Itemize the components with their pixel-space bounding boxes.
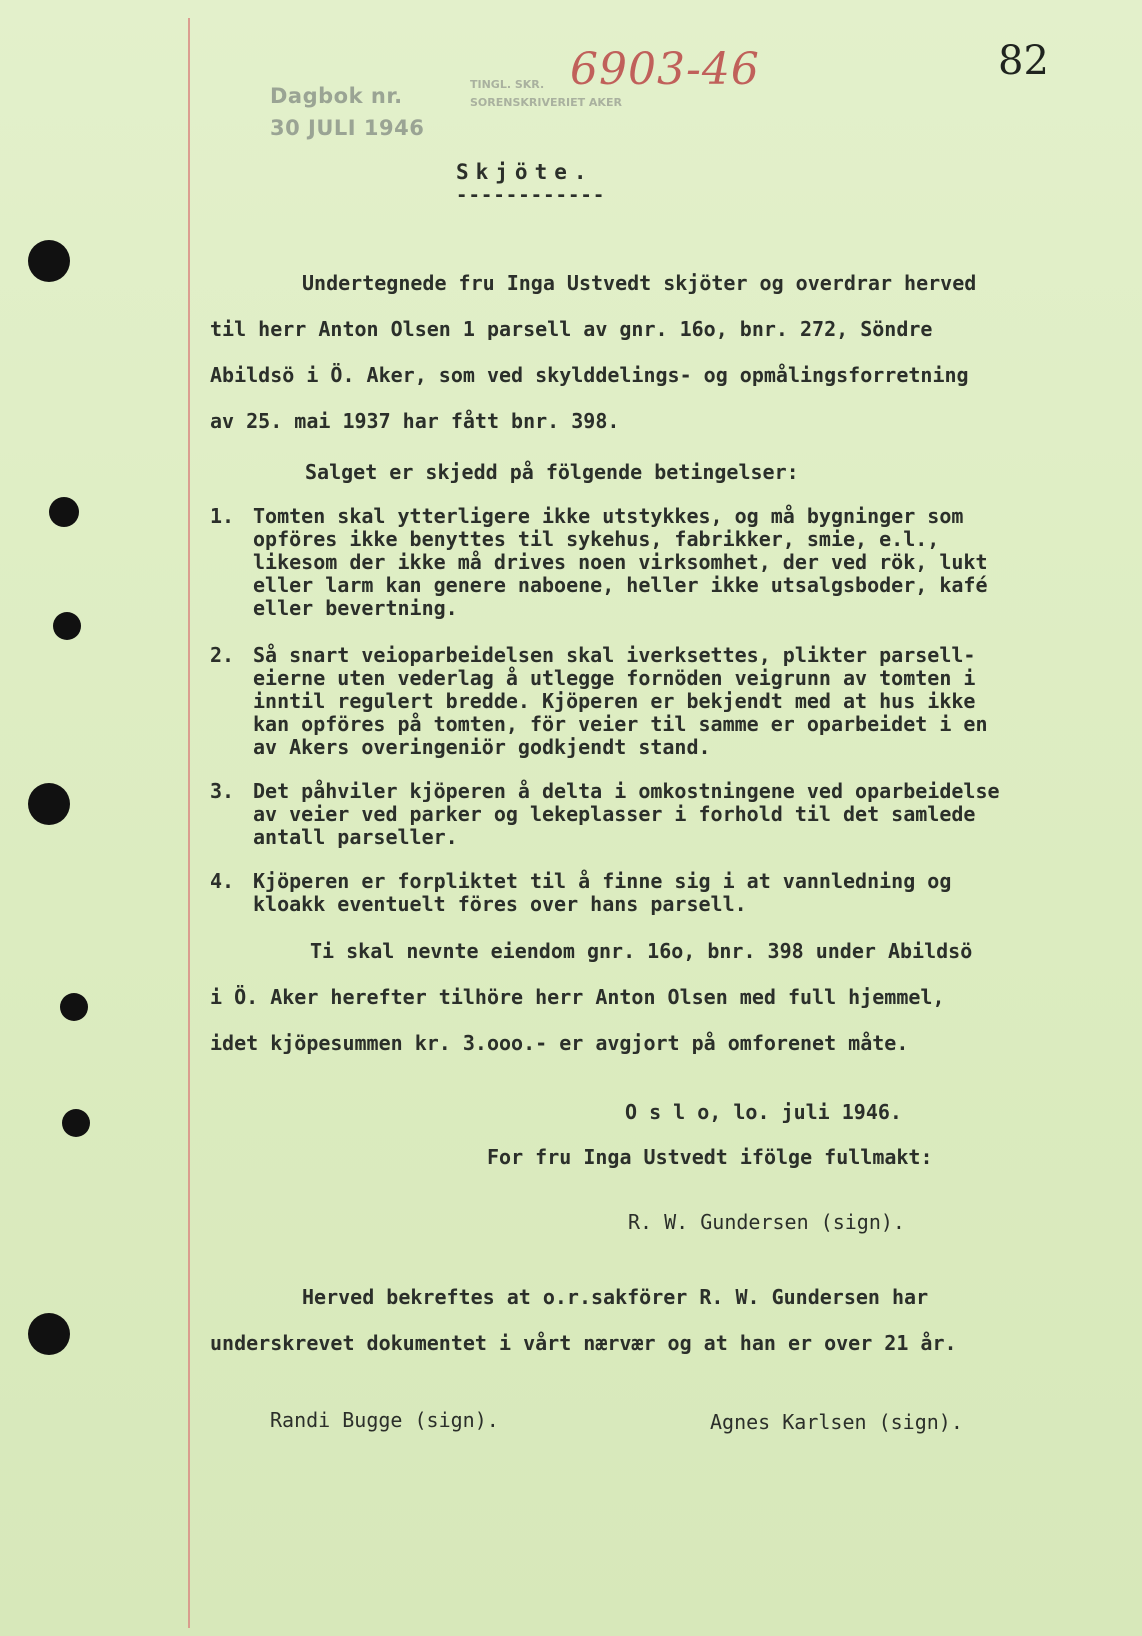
condition-number: 4. bbox=[210, 869, 235, 893]
condition-number: 1. bbox=[210, 504, 235, 528]
witness-paragraph: Herved bekreftes at o.r.sakförer R. W. Gundersen har underskrevet dokumentet i vårt nærvær og at han er over 21 år. bbox=[210, 1285, 957, 1355]
punch-hole bbox=[49, 497, 79, 527]
conditions-intro: Salget er skjedd på fölgende betingelser: bbox=[305, 460, 799, 484]
punch-hole bbox=[62, 1109, 90, 1137]
witness-signature: Agnes Karlsen (sign). bbox=[710, 1410, 963, 1434]
document-title: Skjöte. bbox=[456, 160, 594, 184]
condition-number: 2. bbox=[210, 643, 235, 667]
punch-hole bbox=[28, 783, 70, 825]
condition-text: Det påhviler kjöperen å delta i omkostningene ved oparbeidelse av veier ved parker og lekeplasser i forhold til det samlede antall parseller. bbox=[253, 779, 1000, 849]
stamp-date: 30 JULI 1946 bbox=[270, 116, 425, 140]
signatory: R. W. Gundersen (sign). bbox=[628, 1210, 905, 1234]
witness-signature: Randi Bugge (sign). bbox=[270, 1408, 499, 1432]
registry-stamp bbox=[270, 80, 424, 144]
condition-text: Så snart veioparbeidelsen skal iverksettes, plikter parsell- eierne uten vederlag å utlegge fornöden veigrunn av tomten i inntil regulert bredde. Kjöperen er bekjendt med at hus ikke kan opföres på tomten, för veier til samme er oparbeidet i en av Akers overingeniör godkjendt stand. bbox=[253, 643, 988, 759]
page-number: 82 bbox=[998, 38, 1049, 84]
punch-hole bbox=[53, 612, 81, 640]
punch-hole bbox=[28, 1313, 70, 1355]
faint-stamp-line: TINGL. SKR. bbox=[470, 78, 545, 91]
on-behalf-line: For fru Inga Ustvedt ifölge fullmakt: bbox=[487, 1145, 933, 1169]
condition-text: Tomten skal ytterligere ikke utstykkes, og må bygninger som opföres ikke benyttes til sykehus, fabrikker, smie, e.l., likesom der ikke må drives noen virksomhet, der ved rök, lukt eller larm kan genere naboene, heller ikke utsalgsboder, kafé eller bevertning. bbox=[253, 504, 988, 620]
condition-number: 3. bbox=[210, 779, 235, 803]
title-underline: ------------ bbox=[456, 184, 606, 206]
condition-text: Kjöperen er forpliktet til å finne sig i at vannledning og kloakk eventuelt föres over hans parsell. bbox=[253, 869, 952, 916]
punch-hole bbox=[28, 240, 70, 282]
place-date: O s l o, lo. juli 1946. bbox=[625, 1100, 902, 1124]
handwritten-number: 6903-46 bbox=[570, 44, 760, 95]
transfer-paragraph: Ti skal nevnte eiendom gnr. 16o, bnr. 398 under Abildsö i Ö. Aker herefter tilhöre herr Anton Olsen med full hjemmel, idet kjöpesummen kr. 3.ooo.- er avgjort på omforenet måte. bbox=[210, 939, 973, 1055]
punch-hole bbox=[60, 993, 88, 1021]
red-margin-line bbox=[188, 18, 190, 1628]
intro-paragraph: Undertegnede fru Inga Ustvedt skjöter og overdrar herved til herr Anton Olsen 1 parsell av gnr. 16o, bnr. 272, Söndre Abildsö i Ö. Aker, som ved skylddelings- og opmålingsforretning av 25. mai 1937 har fått bnr. 398. bbox=[210, 271, 977, 433]
faint-stamp-line: SORENSKRIVERIET AKER bbox=[470, 96, 622, 109]
stamp-office: Dagbok nr. bbox=[270, 84, 403, 108]
